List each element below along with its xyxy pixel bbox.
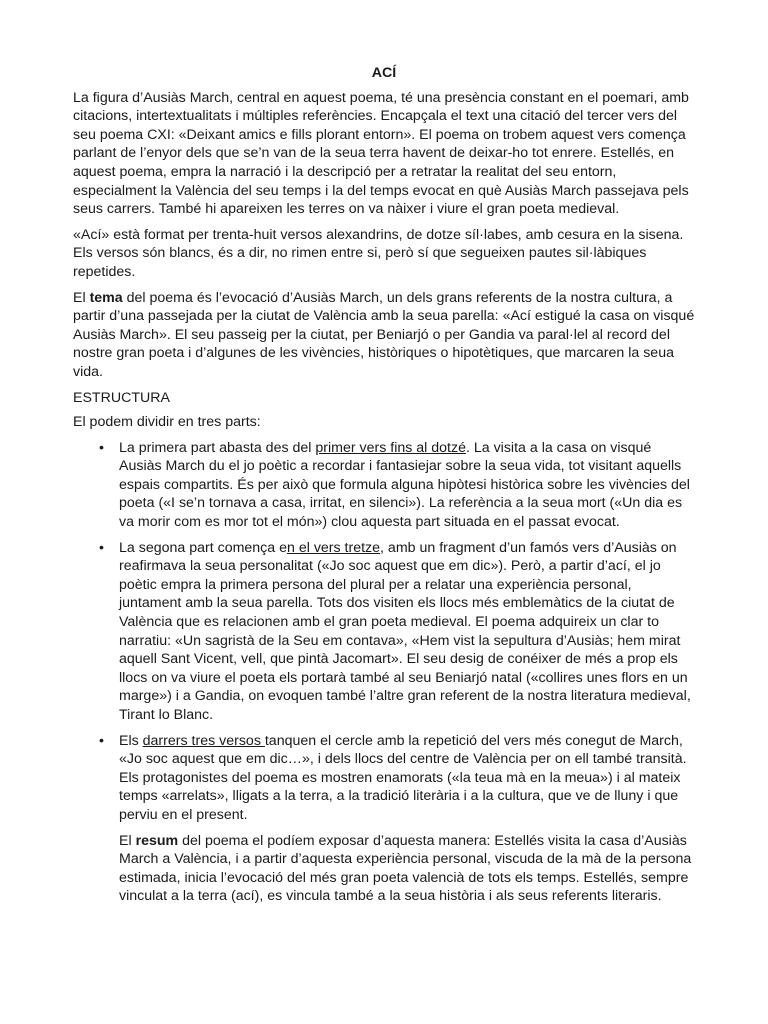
intro-paragraph-2: «Ací» està format per trenta-huit versos alexandrins, de dotze síl·labes, amb cesura en la sisena. Els versos són blancs, és a dir, no rimen entre si, però sí que segueixen pautes sil·làbiques repetides. (73, 226, 684, 280)
resum-keyword: resum (135, 832, 179, 849)
bullet-icon: • (99, 539, 104, 556)
resum-paragraph (73, 832, 695, 906)
document-title: ACÍ (371, 65, 397, 81)
item-underlined-text: n el vers tretze (287, 539, 381, 556)
item-text-before: La primera part abasta des del (119, 439, 316, 456)
document-page (73, 64, 695, 906)
resum-text-after: del poema el podíem exposar d’aquesta manera: Estellés visita la casa d’Ausiàs March a València, i a partir d’aquesta experiència personal, viscuda de la mà de la persona estimada, inicia l’evocació del més gran poeta valencià de tots els temps. Estellés, sempre vinculat a la terra (ací), es vincula també a la seua història i als seus referents literaris. (119, 832, 692, 905)
item-text-after: tanquen el cercle amb la repetició del vers més conegut de March, «Jo soc aquest que em dic…», i dels llocs del centre de València per on ell també transità. Els protagonistes del poema es mostren enamorats («la teua mà en la meua») i al mateix temps «arrelats», lligats a la terra, a la tradició literària i a la cultura, que ve de lluny i que perviu en el present. (119, 732, 687, 823)
tema-text-before: El (73, 289, 90, 306)
tema-paragraph (73, 289, 695, 382)
tema-keyword: tema (89, 289, 123, 306)
list-item (73, 539, 695, 725)
intro-paragraph-1: La figura d’Ausiàs March, central en aquest poema, té una presència constant en el poemari, amb citacions, intertextualitats i múltiples referències. Encapçala el text una citació del tercer vers del seu poema CXI: «Deixant amics e fills plorant entorn». El poema on trobem aquest vers comença parlant de l’enyor dels que se’n van de la seua terra havent de deixar-ho tot enrere. Estellés, en aquest poema, empra la narració i la descripció per a retratar la realitat del seu entorn, especialment la València del seu temps i la del temps evocat en què Ausiàs March passejava pels seus carrers. També hi apareixen les terres on va nàixer i viure el gran poeta medieval. (73, 89, 689, 218)
section-heading-estructura: ESTRUCTURA (73, 389, 170, 406)
item-underlined-text: primer vers fins al dotzé (315, 439, 466, 456)
item-text-before: Els (119, 732, 143, 749)
structure-list (73, 439, 695, 825)
item-underlined-text: darrers tres versos (142, 732, 265, 749)
bullet-icon: • (99, 732, 104, 749)
list-item (73, 732, 695, 825)
item-text-before: La segona part comença e (119, 539, 287, 556)
list-item (73, 439, 695, 532)
estructura-intro: El podem dividir en tres parts: (73, 414, 261, 431)
item-text-after: . La visita a la casa on visqué Ausiàs March du el jo poètic a recordar i fantasiejar sobre la seua vida, tot visitant aquells espais compartits. És per això que formula alguna hipòtesi històrica sobre les vivències del poeta («I se’n tornava a casa, irritat, en silenci»). La referència a la seua mort («Un dia es va morir com es mor tot el món») clou aquesta part situada en el passat evocat. (119, 439, 690, 531)
item-text-after: , amb un fragment d’un famós vers d’Ausiàs on reafirmava la seua personalitat («Jo soc aquest que em dic»). Però, a partir d’ací, el jo poètic empra la primera persona del plural per a relatar una experiència personal, juntament amb la seua parella. Tots dos visiten els llocs més emblemàtics de la ciutat de València que es relacionen amb el gran poeta medieval. El poema adquireix un clar to narratiu: «Un sagristà de la Seu em contava», «Hem vist la sepultura d’Ausiàs; hem mirat aquell Sant Vicent, vell, que pintà Jacomart». El seu desig de conéixer de més a prop els llocs on va viure el poeta els portarà també al seu Beniarjó natal («collires unes flors en un marge») i a Gandia, on evoquen també l’altre gran referent de la nostra literatura medieval, Tirant lo Blanc. (119, 539, 691, 723)
tema-text-after: del poema és l’evocació d’Ausiàs March, un dels grans referents de la nostra cultura, a partir d’una passejada per la ciutat de València amb la seua parella: «Ací estigué la casa on visqué Ausiàs March». El seu passeig per la ciutat, per Beniarjó o per Gandia va paral·lel al record del nostre gran poeta i d’algunes de les vivències, històriques o hipotètiques, que marcaren la seua vida. (73, 289, 695, 380)
bullet-icon: • (99, 439, 104, 456)
resum-text-before: El (119, 832, 136, 849)
